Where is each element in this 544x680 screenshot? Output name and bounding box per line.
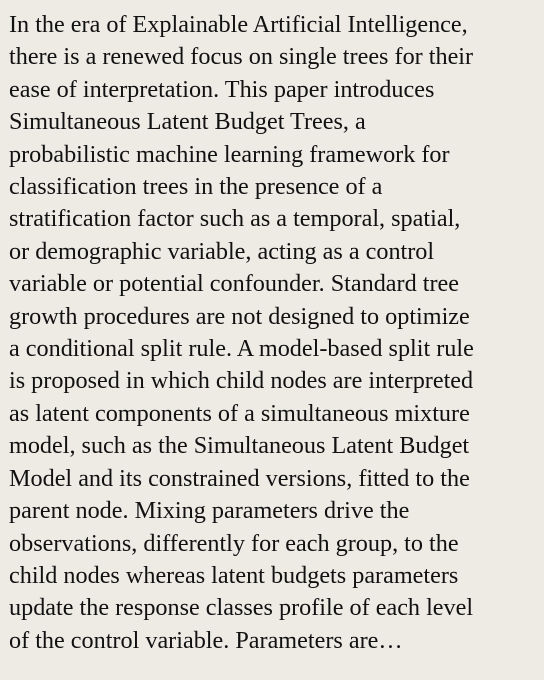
abstract-line: parent node. Mixing parameters drive the — [9, 497, 410, 525]
abstract-line: is proposed in which child nodes are interpreted — [9, 367, 474, 395]
abstract-line: Simultaneous Latent Budget Trees, a — [9, 108, 366, 136]
abstract-line: stratification factor such as a temporal, spatial, — [9, 205, 461, 233]
abstract-line: there is a renewed focus on single trees for their — [9, 43, 474, 71]
abstract-line: a conditional split rule. A model-based split rule — [9, 335, 474, 363]
abstract-line: child nodes whereas latent budgets parameters — [9, 561, 459, 589]
abstract-line: observations, differently for each group, to the — [9, 529, 459, 557]
abstract-line: ease of interpretation. This paper introduces — [9, 75, 435, 103]
abstract-line: growth procedures are not designed to optimize — [9, 302, 470, 330]
abstract-line: as latent components of a simultaneous mixture — [9, 399, 470, 427]
abstract-line: In the era of Explainable Artificial Intelligence, — [9, 11, 468, 38]
abstract-line: Model and its constrained versions, fitted to the — [9, 464, 470, 492]
abstract-line: probabilistic machine learning framework for — [9, 140, 450, 168]
abstract-line: variable or potential confounder. Standard tree — [9, 270, 459, 298]
abstract-line: or demographic variable, acting as a control — [9, 237, 435, 265]
abstract-text — [9, 9, 536, 657]
abstract-line: of the control variable. Parameters are… — [9, 626, 403, 654]
abstract-line: model, such as the Simultaneous Latent Budget — [9, 432, 470, 460]
abstract-line: update the response classes profile of each level — [9, 594, 474, 622]
abstract-line: classification trees in the presence of a — [9, 173, 383, 201]
